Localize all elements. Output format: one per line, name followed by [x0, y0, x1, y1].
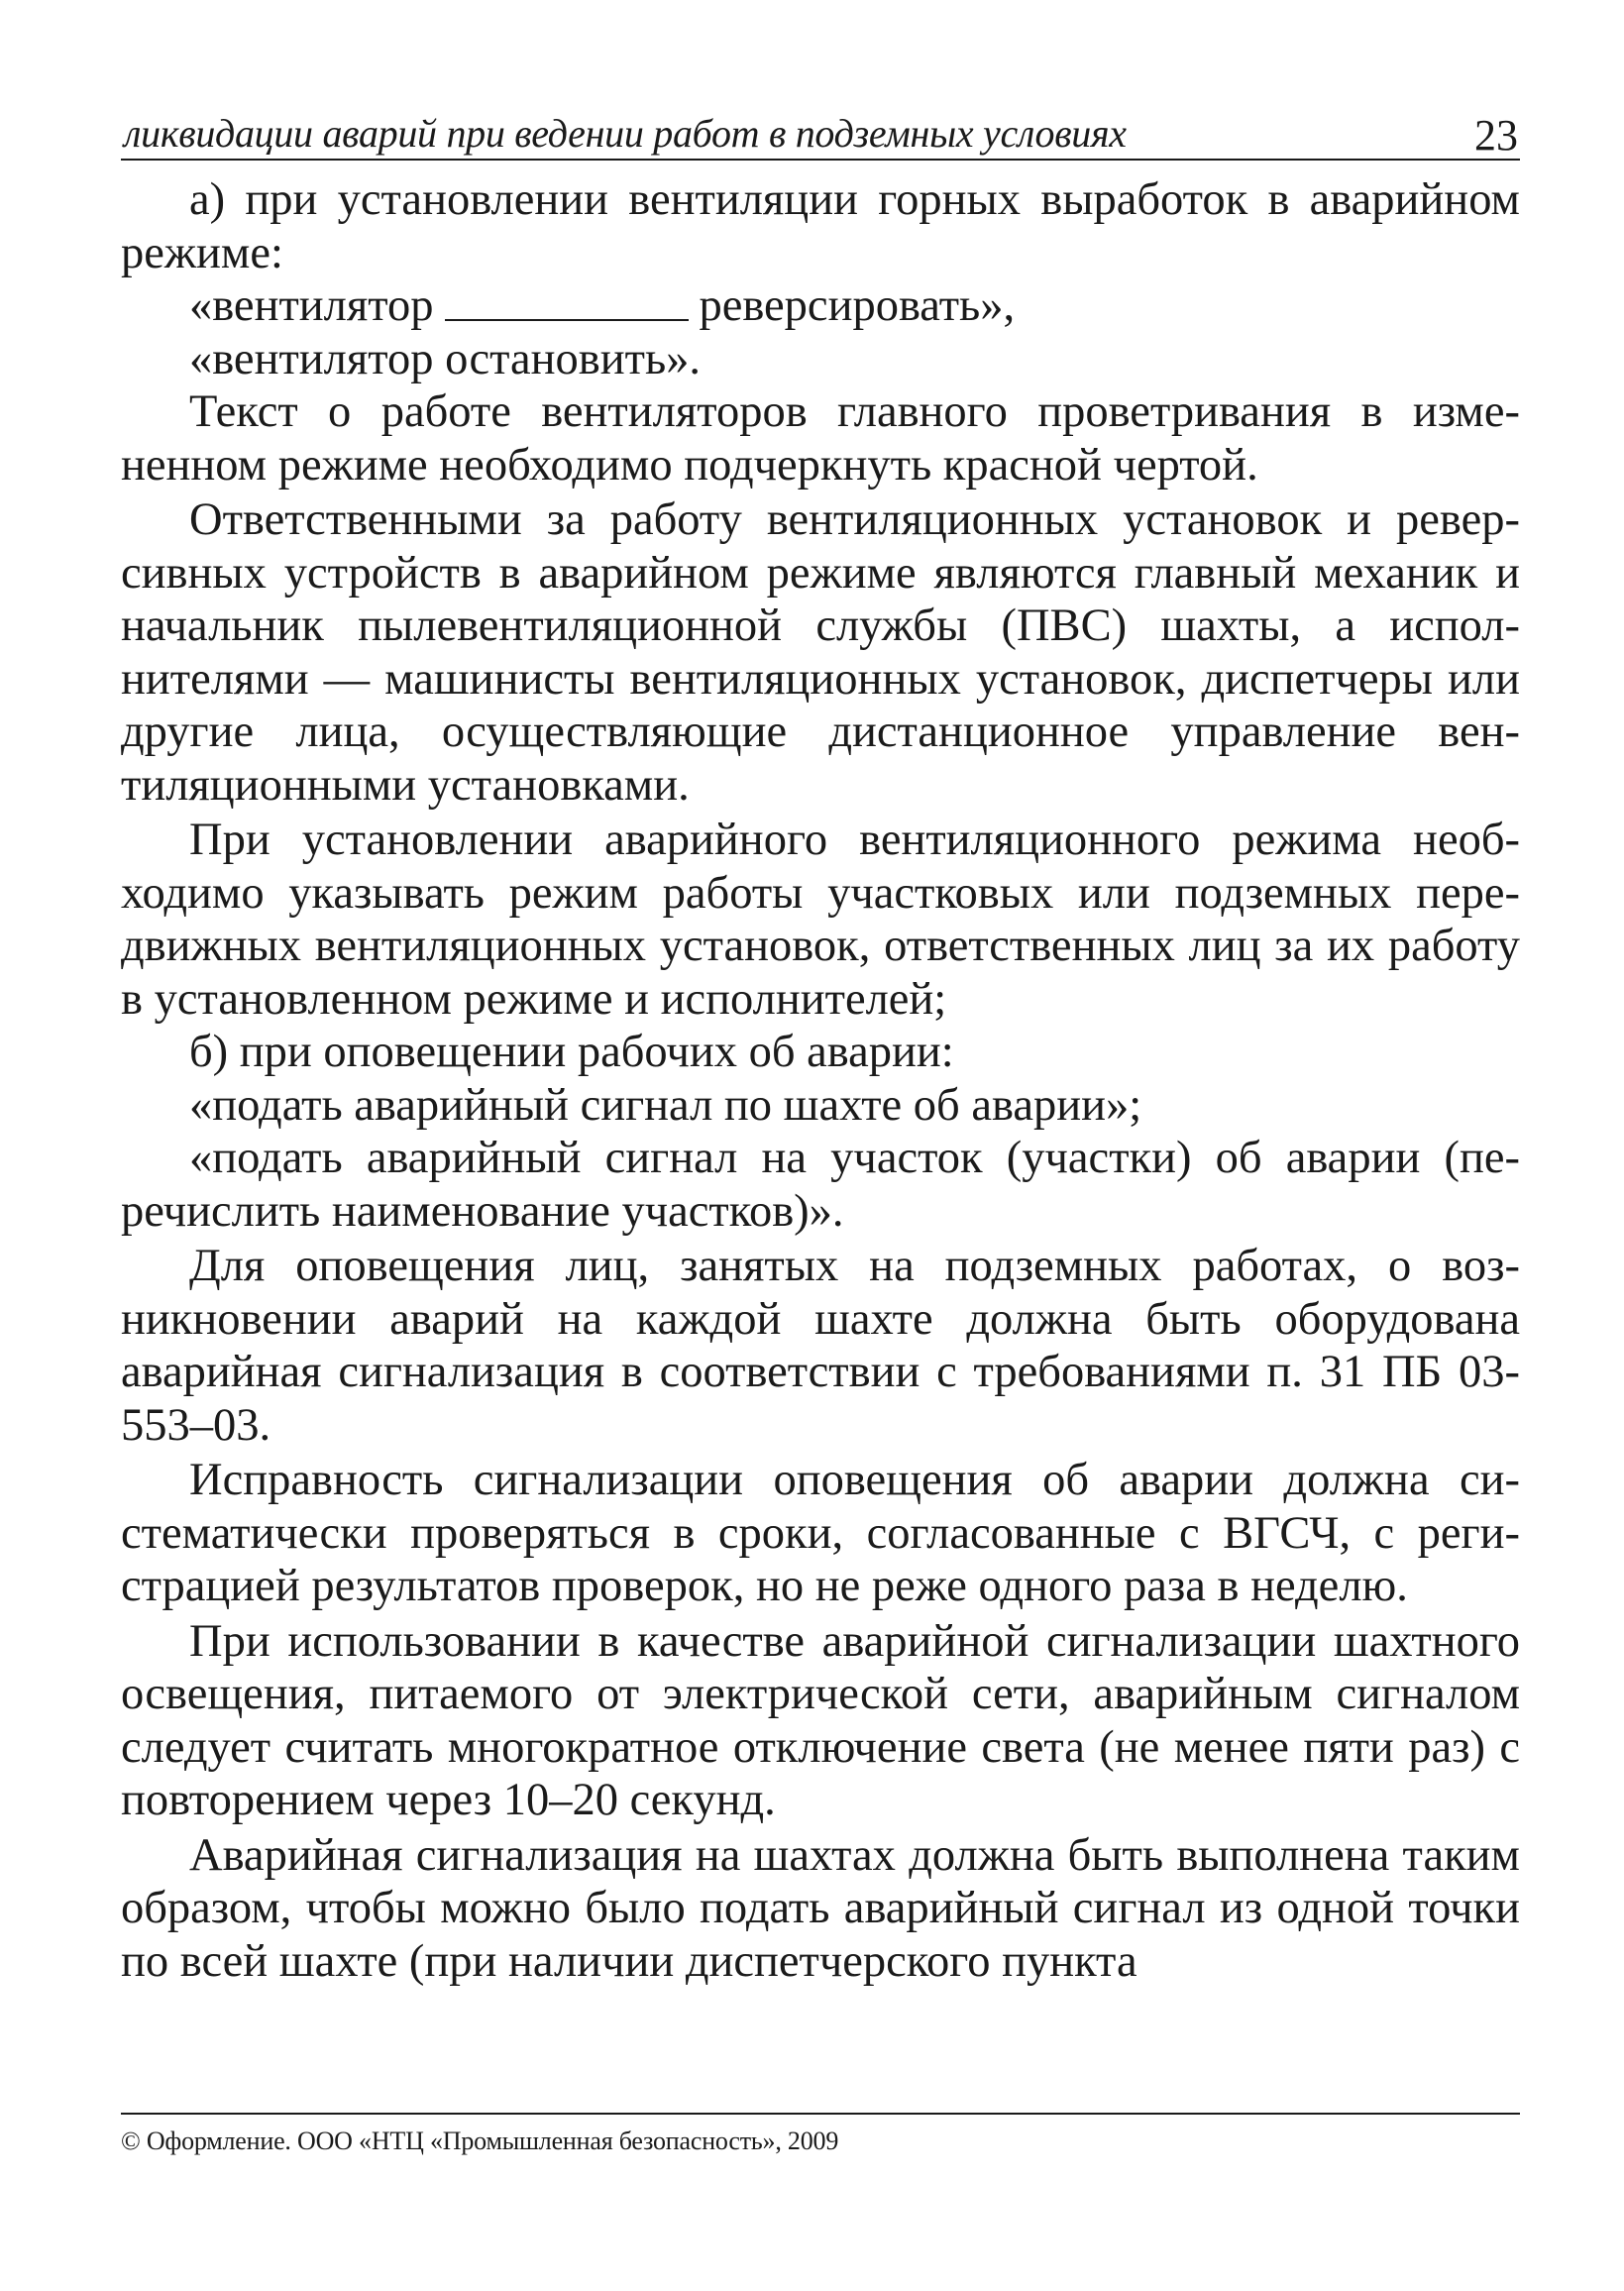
document-page — [121, 107, 1520, 2188]
paragraph: «вентилятор остановить». — [189, 333, 702, 384]
running-header — [121, 107, 1520, 161]
paragraph: «подать аварийный сигнал по шахте об аварии»; — [189, 1079, 1142, 1131]
footer-copyright: © Оформление. ООО «НТЦ «Промышленная безопасность», 2009 — [121, 2127, 839, 2155]
paragraph: б) при оповещении рабочих об аварии: — [189, 1027, 954, 1077]
paragraph: При установлении аварийного вентиляционного режима необходимо указывать режим работы участковых или подземных передвижных вентиляционных установок, ответственных лиц за их работу в установленном режиме и исполнителей; — [121, 815, 1520, 1025]
command-line-reverse — [121, 279, 1520, 333]
page-number: 23 — [1474, 111, 1518, 160]
paragraph: Текст о работе вентиляторов главного проветривания в измененном режиме необходимо подчеркнуть красной чертой. — [121, 386, 1520, 491]
body-text — [121, 173, 1520, 1988]
paragraph: Для оповещения лиц, занятых на подземных работах, о возникновении аварий на каждой шахте должна быть оборудована аварийная сигнализация в соответствии с требованиями п. 31 ПБ 03-553–03. — [121, 1241, 1520, 1451]
running-header-title: ликвидации аварий при ведении работ в подземных условиях — [124, 111, 1127, 156]
command-text: реверсировать», — [699, 280, 1016, 331]
page-footer — [121, 2113, 1520, 2156]
paragraph: Аварийная сигнализация на шахтах должна быть выполнена таким образом, чтобы можно было подать аварийный сигнал из одной точки по всей шахте (при наличии диспетчерского пункта — [121, 1829, 1520, 1987]
command-text: «вентилятор — [189, 280, 434, 331]
paragraph: Исправность сигнализации оповещения об аварии должна систематически проверяться в сроки, согласованные с ВГСЧ, с регистрацией результатов проверок, но не реже одного раза в неделю. — [121, 1455, 1520, 1611]
fill-in-blank — [445, 318, 689, 321]
paragraph: Ответственными за работу вентиляционных установок и реверсивных устройств в аварийном режиме являются главный механик и начальник пылевентиляционной службы (ПВС) шахты, а исполнителями — машинисты вентиляционных установок, диспетчеры или другие лица, осуществляющие дистанционное управление вентиляционными установками. — [121, 494, 1520, 811]
paragraph: При использовании в качестве аварийной сигнализации шахтного освещения, питаемого от электрической сети, аварийным сигналом следует считать многократное отключение света (не менее пяти раз) с повторением через 10–20 секунд. — [121, 1615, 1520, 1825]
paragraph: «подать аварийный сигнал на участок (участки) об аварии (перечислить наименование участков)». — [121, 1133, 1520, 1237]
paragraph: а) при установлении вентиляции горных выработок в аварийном режиме: — [121, 174, 1520, 278]
